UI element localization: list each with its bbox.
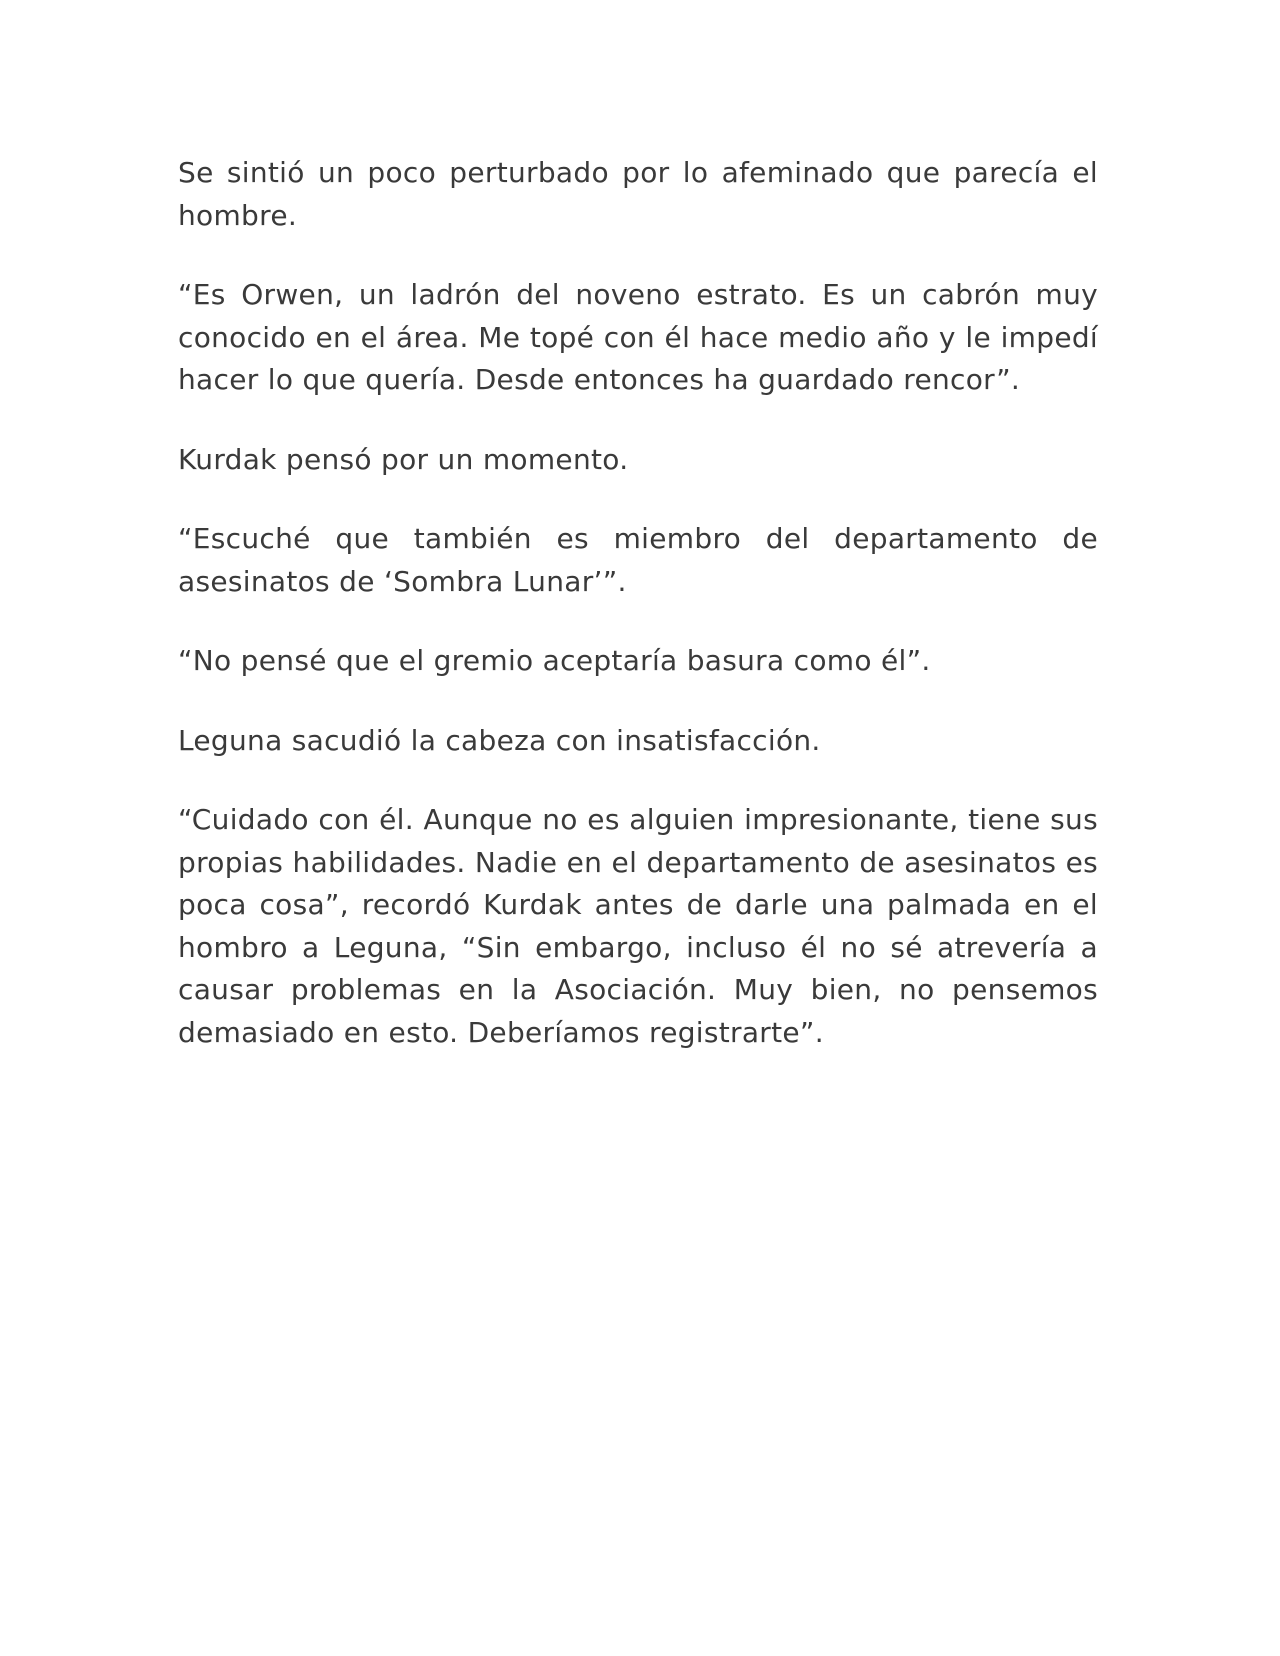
paragraph: Kurdak pensó por un momento. <box>178 442 629 476</box>
paragraph: “Es Orwen, un ladrón del noveno estrato. Es un cabrón muy conocido en el área. Me topé con él hace medio año y le impedí hacer lo que quería. Desde entonces ha guardado rencor”. <box>178 278 1098 396</box>
paragraph: “Escuché que también es miembro del departamento de asesinatos de ‘Sombra Lunar’”. <box>178 522 1098 598</box>
paragraph: Se sintió un poco perturbado por lo afeminado que parecía el hombre. <box>178 156 1098 232</box>
document-page <box>178 152 1098 1091</box>
paragraph: “No pensé que el gremio aceptaría basura como él”. <box>178 644 931 677</box>
paragraph: Leguna sacudió la cabeza con insatisfacción. <box>178 723 821 757</box>
paragraph: “Cuidado con él. Aunque no es alguien impresionante, tiene sus propias habilidades. Nadie en el departamento de asesinatos es poca cosa”, recordó Kurdak antes de darle una palmada en el hombro a Leguna, “Sin embargo, incluso él no sé atrevería a causar problemas en la Asociación. Muy bien, no pensemos demasiado en esto. Deberíamos registrarte”. <box>178 803 1098 1049</box>
